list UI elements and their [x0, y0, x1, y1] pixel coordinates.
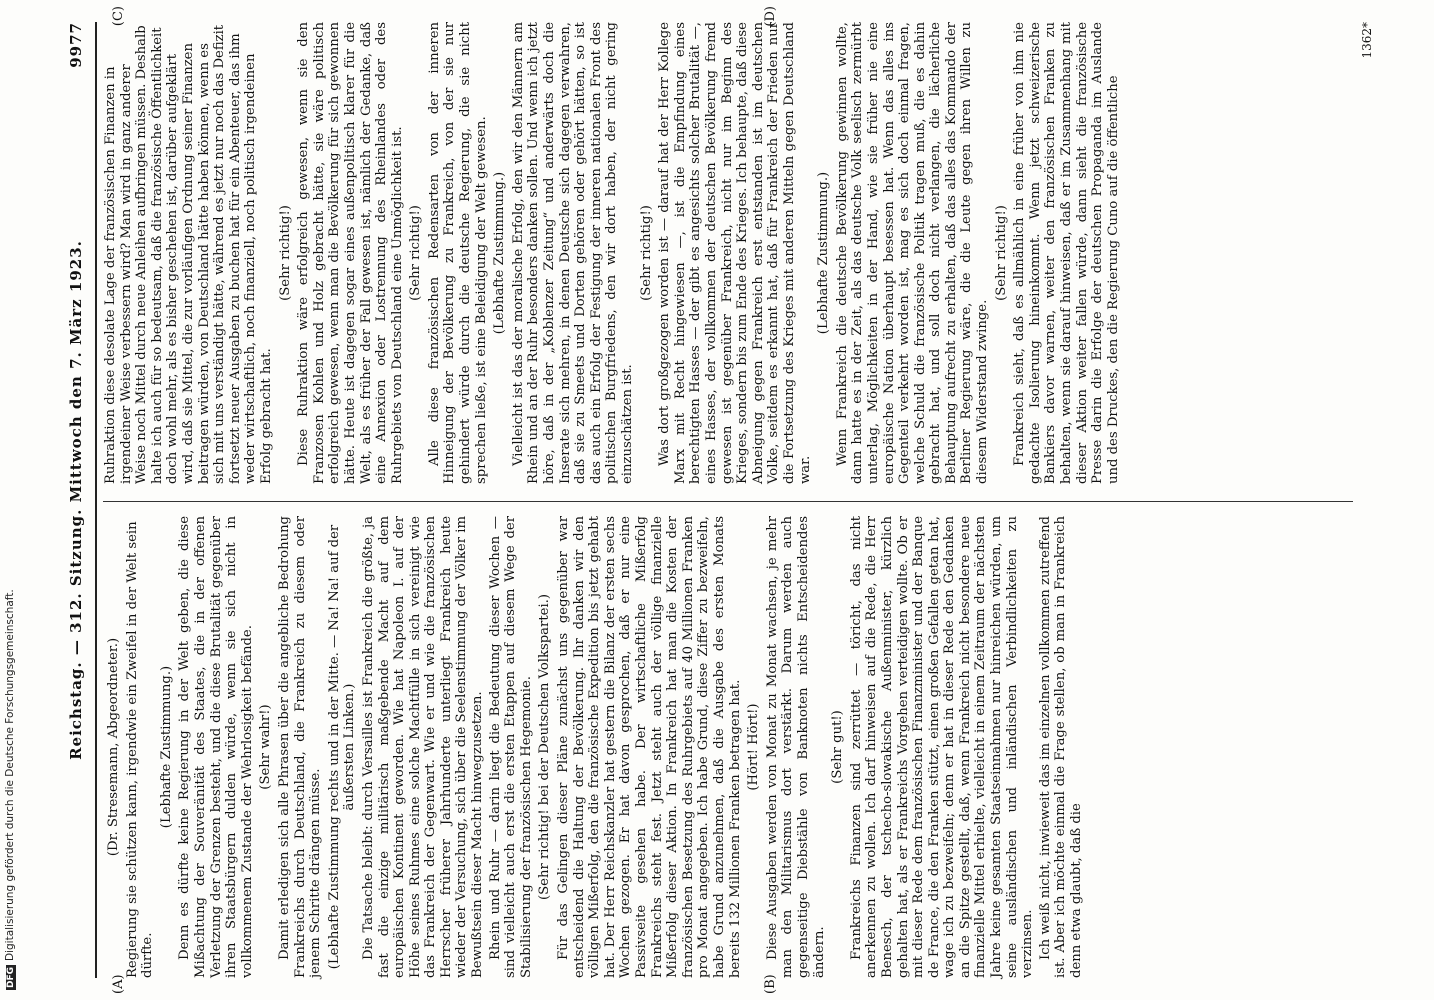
header-title: Reichstag. — 312. Sitzung. Mittwoch den 7. März 1923. — [67, 240, 85, 760]
paragraph: Frankreichs Finanzen sind zerrüttet — töricht, das nicht anerkennen zu wollen. Ich darf hinweisen auf die Rede, die Herr Benesch, der tschecho-slowakische Außenminister, kürzlich gehalten hat, als er Frankreichs Vorgehen verteidigen wollte. Ob er mit dieser Rede dem französischen Finanzminister und der Banque de France, die den Franken stützt, einen großen Gefallen getan hat, wage ich zu bezweifeln; denn er hat in dieser Rede den Gedanken an die Spitze gestellt, daß, wenn Frankreich nicht besondere neue finanzielle Mittel erhielte, vielleicht in einem Zeitraum der nächsten Jahre keine gesamten Staatseinnahmen nur hinreichen würden, um seine ausländischen und inländischen Verbindlichkeiten zu verzinsen. — [848, 516, 1036, 978]
digitization-note — [4, 0, 18, 990]
reaction: (Sehr richtig!) — [408, 205, 424, 301]
paragraph: Die Tatsache bleibt: durch Versailles ist Frankreich die größte, ja fast die einzige militärisch maßgebende Macht auf dem europäischen Kontinent geworden. Wie hat Napoleon I. auf der Höhe seines Ruhmes eine solche Machtfülle in sich vereinigt wie das Frankreich der Gegenwart. Wie er und wie die französischen Herrscher früherer Jahrhunderte unterliegt Frankreich heute wieder der Versuchung, sich über die Seelenstimmung der Völker im Bewußtsein dieser Macht hinwegzusetzen. — [360, 516, 486, 978]
reaction: (Sehr richtig!) — [638, 205, 654, 301]
paragraph: Rhein und Ruhr — darin liegt die Bedeutung dieser Wochen — sind vielleicht auch erst die ersten Etappen auf diesem Wege der Stabilisierung der französischen Hegemonie. — [487, 516, 534, 978]
page-number: 9977 — [67, 22, 85, 68]
column-divider — [103, 501, 1353, 502]
left-column — [103, 516, 1353, 994]
reaction: (Lebhafte Zustimmung.) — [158, 665, 174, 829]
paragraph: Wenn Frankreich die deutsche Bevölkerung gewinnen wollte, dann hatte es in der Zeit, als das deutsche Volk seelisch zermürbt unterlag, Möglichkeiten in der Hand, wie sie früher nie eine europäische Nation überhaupt besessen hat. Wenn das alles ins Gegenteil verkehrt worden ist, mag es sich doch einmal fragen, welche Schuld die französische Politik tragen muß, die es dahin gebracht hat, und soll doch nicht verlangen, die lächerliche Behauptung aufrecht zu erhalten, daß das alles das Kommando der Berliner Regierung wäre, die die Leute gegen ihren Willen zu diesem Widerstand zwinge. — [834, 22, 991, 484]
paragraph: Frankreich sieht, daß es allmählich in eine früher von ihm nie gedachte Isolierung hineinkommt. Wenn jetzt schweizerische Bankiers davor warnen, weiter den französischen Franken zu behalten, wenn sie darauf hinweisen, daß er im Zusammenhang mit dieser Aktion weiter fallen würde, dann sieht die französische Presse darin die Erfolge der deutschen Propaganda im Auslande und des Druckes, den die Regierung Cuno auf die öffentliche — [1012, 22, 1121, 484]
reaction: (Lebhafte Zustimmung.) — [492, 171, 508, 335]
digitization-text: Digitalisierung gefördert durch die Deutsche Forschungsgemeinschaft. — [4, 589, 16, 961]
paragraph: Diese Ausgaben werden von Monat zu Monat wachsen, je mehr man den Militarismus dort verstärkt. Darum werden auch gegenseitige Diebstähle von Banknoten nichts Entscheidendes ändern. — [764, 516, 827, 978]
paragraph: Alle diese französischen Redensarten von der inneren Hinneigung der Bevölkerung zu Frankreich, von der sie nur gehindert würde durch die deutsche Regierung, die sie nicht sprechen ließe, ist eine Beleidigung der Welt gewesen. — [426, 22, 489, 484]
reaction: (Hört! Hört!) — [746, 703, 762, 791]
reaction: (Sehr gut!) — [830, 710, 846, 784]
reaction: (Sehr richtig!) — [993, 205, 1009, 301]
right-column — [103, 6, 1353, 484]
reaction: (Lebhafte Zustimmung rechts und in der Mitte. — Na! Na! auf der äußersten Linken.) — [326, 524, 358, 970]
dfg-logo: DFG — [6, 966, 16, 988]
margin-marker-d: (D) — [763, 6, 778, 27]
paragraph: Regierung sie schützen kann, irgendwie ein Zweifel in der Welt sein dürfte. — [124, 521, 156, 978]
paragraph: Vielleicht ist das der moralische Erfolg, den wir den Männern am Rhein und an der Ruhr besonders danken sollen. Und wenn ich jetzt höre, daß in der „Koblenzer Zeitung“ und anderwärts doch die Inserate sich mehren, in denen Deutsche sich dagegen verwahren, daß sie zu Smeets und Dorten gehören oder gehört hätten, so ist das auch ein Erfolg der Festigung der inneren nationalen Front des politischen Burgfriedens, den wir dort haben, der nicht gering einzuschätzen ist. — [510, 22, 635, 484]
margin-marker-b: (B) — [763, 974, 778, 994]
reaction: (Sehr richtig!) — [277, 205, 293, 301]
speaker-label: (Dr. Stresemann, Abgeordneter.) — [106, 637, 121, 857]
reaction: (Lebhafte Zustimmung.) — [816, 171, 832, 335]
paragraph: Diese Ruhraktion wäre erfolgreich gewesen, wenn sie den Franzosen Kohlen und Holz gebracht hätte, sie wäre politisch erfolgreich gewesen, wenn man die Bevölkerung für sich gewonnen hätte. Heute ist dagegen sogar eines außenpolitisch klarer für die Welt, als es früher der Fall gewesen ist, nämlich der Gedanke, daß eine Annexion oder Lostrennung des Rheinlandes oder des Ruhrgebiets von Deutschland eine Unmöglichkeit ist. — [296, 22, 405, 484]
reaction: (Sehr richtig! bei der Deutschen Volkspartei.) — [537, 593, 553, 901]
paragraph: Denn es dürfte keine Regierung in der Welt geben, die diese Mißachtung der Souveränität des Staates, die in der offenen Verletzung der Grenzen besteht, und die diese Brutalität gegenüber ihren Staatsbürgern dulden würde, wenn sie sich nicht in vollkommenem Zustande der Wehrlosigkeit befände. — [177, 516, 255, 978]
paragraph: Für das Gelingen dieser Pläne zunächst uns gegenüber war entscheidend die Haltung der Bevölkerung. Ihr danken wir den völligen Mißerfolg, den die französische Expedition bis jetzt gehabt hat. Der Herr Reichskanzler hat gestern die Bilanz der ersten sechs Wochen gezogen. Er hat davon gesprochen, daß er nur eine Passivseite gesehen habe. Der wirtschaftliche Mißerfolg Frankreichs steht fest. Jetzt steht auch der völlige finanzielle Mißerfolg dieser Aktion. In Frankreich hat man die Kosten der französischen Besetzung des Ruhrgebiets auf 40 Millionen Franken pro Monat angegeben. Ich habe Grund, diese Ziffer zu bezweifeln, habe Grund anzunehmen, daß die Ausgabe des ersten Monats bereits 132 Millionen Franken betragen hat. — [556, 516, 743, 978]
page-header — [67, 22, 91, 978]
rotated-page-content — [55, 0, 1385, 1000]
margin-marker-a: (A) — [111, 974, 126, 994]
header-rule — [95, 22, 97, 978]
reaction: (Sehr wahr!) — [258, 704, 274, 790]
paragraph: Ruhraktion diese desolate Lage der französischen Finanzen in irgendeiner Weise verbessern wird? Man wird in ganz anderer Weise noch Mittel durch neue Anleihen aufbringen müssen. Deshalb halte ich auch für so bedeutsam, daß die französische Öffentlichkeit doch wohl mehr, als es bisher geschehen ist, darüber aufgeklärt wird, daß sie Mittel, die zur vorläufigen Ordnung seiner Finanzen beitragen würden, von Deutschland hätte haben können, wenn es sich mit uns verständigt hätte, während es jetzt nur noch das Defizit fortsetzt neuer Ausgaben zu buchen hat für ein Abenteuer, das ihm weder wirtschaftlich, noch finanziell, noch politisch irgendeinen Erfolg gebracht hat. — [103, 24, 274, 484]
paragraph: Damit erledigen sich alle Phrasen über die angebliche Bedrohung Frankreichs durch Deutschland, die Frankreich zu diesem oder jenem Schritte drängen müsse. — [276, 516, 324, 978]
paragraph: Was dort großgezogen worden ist — darauf hat der Herr Kollege Marx mit Recht hingewiesen —, ist die Empfindung eines berechtigten Hasses — der gibt es angesichts solcher Brutalität —, eines Hasses, der vollkommen der deutschen Bevölkerung fremd gewesen ist gegenüber Frankreich, nicht nur im Beginn des Krieges, sondern bis zum Ende des Krieges. Ich behaupte, daß diese Abneigung gegen Frankreich erst entstanden ist im deutschen Volke, seitdem es erkannt hat, daß für Frankreich der Frieden nur die Fortsetzung des Krieges mit anderen Mitteln gegen Deutschland war. — [657, 22, 813, 484]
paragraph: Ich weiß nicht, inwieweit das im einzelnen vollkommen zutreffend ist. Aber ich möchte einmal die Frage stellen, ob man in Frankreich denn etwa glaubt, daß die — [1037, 516, 1085, 978]
margin-marker-c: (C) — [111, 6, 126, 27]
footer-code: 1362* — [1360, 22, 1374, 59]
